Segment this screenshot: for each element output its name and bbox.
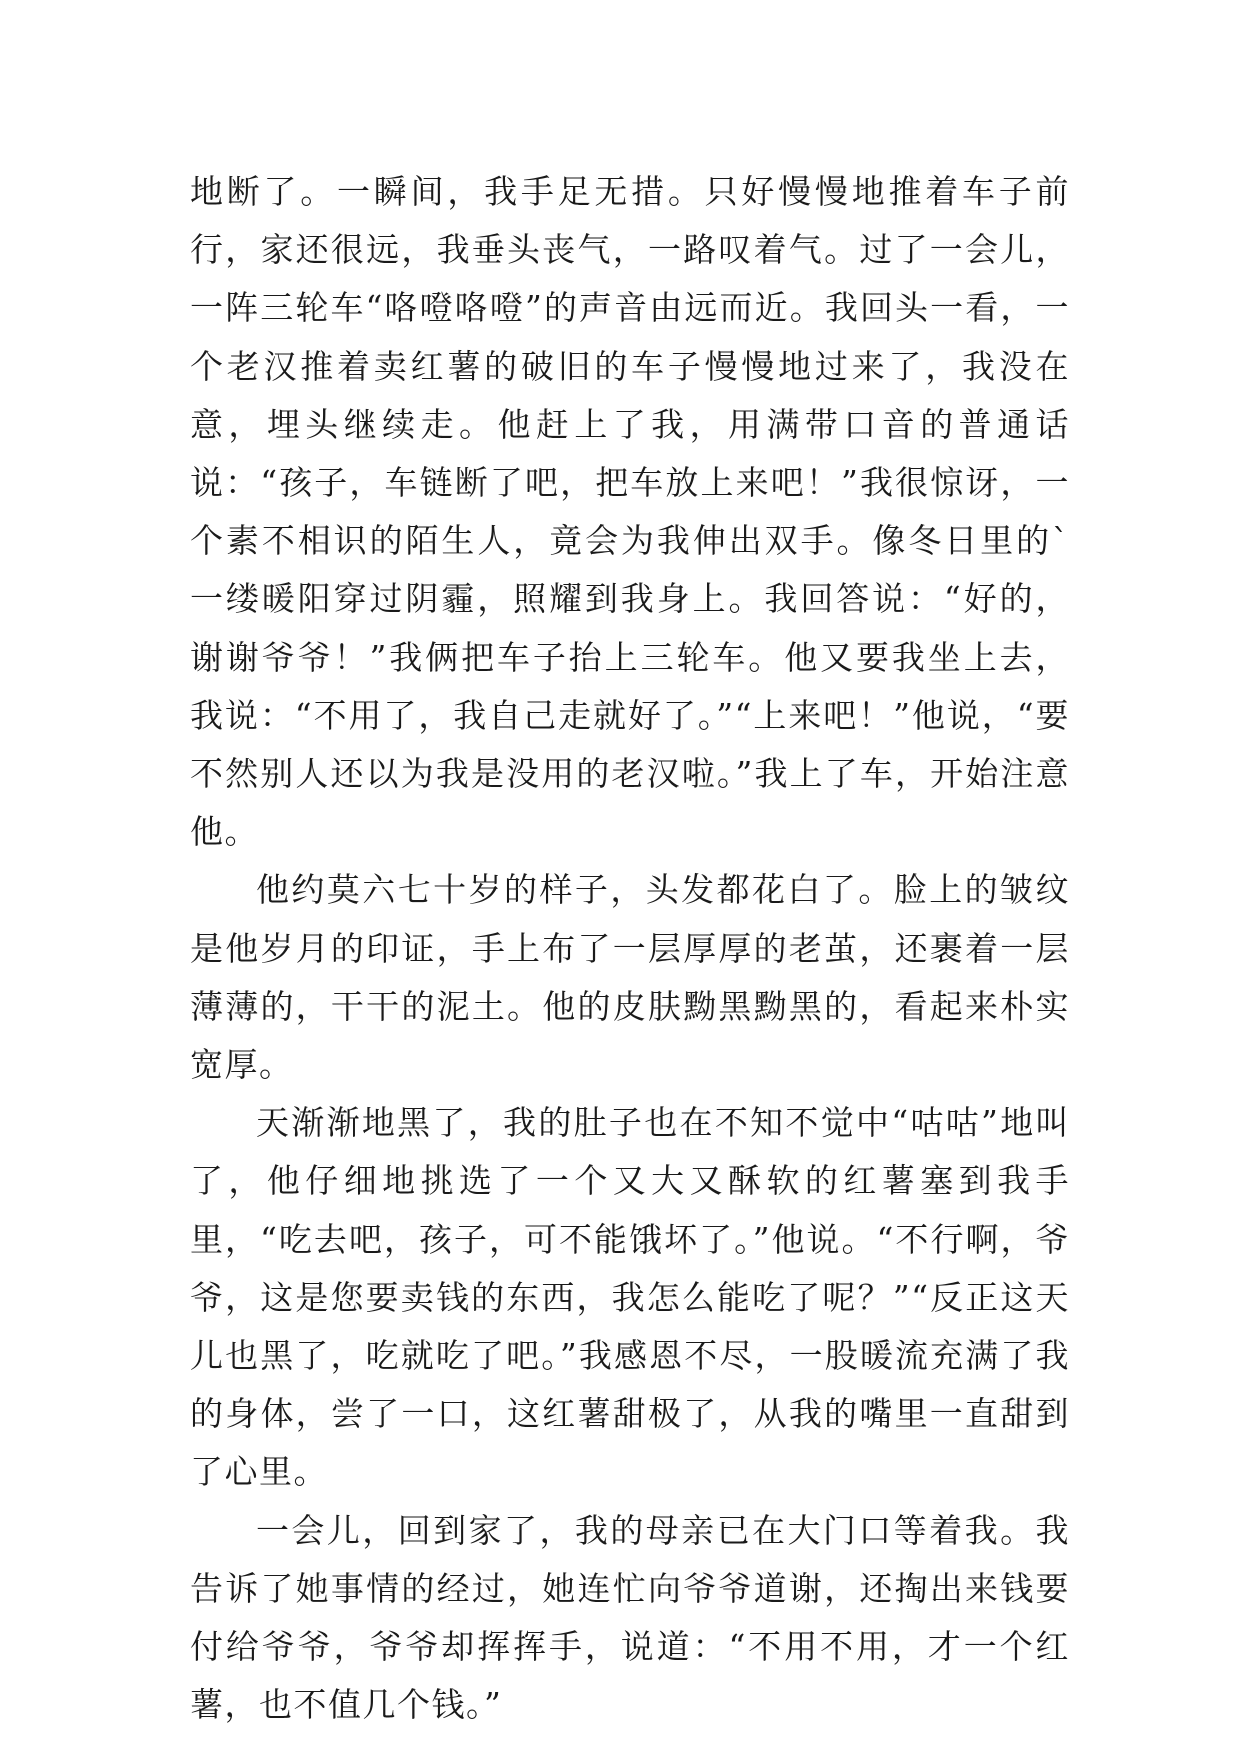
paragraph-2: 他约莫六七十岁的样子，头发都花白了。脸上的皱纹是他岁月的印证，手上布了一层厚厚的老茧，还裹着一层薄薄的，干干的泥土。他的皮肤黝黑黝黑的，看起来朴实宽厚。: [190, 870, 1070, 1085]
paragraph-4: 一会儿，回到家了，我的母亲已在大门口等着我。我告诉了她事情的经过，她连忙向爷爷道谢，还掏出来钱要付给爷爷，爷爷却挥挥手，说道：“不用不用，才一个红薯，也不值几个钱。”: [190, 1510, 1070, 1725]
paragraph-1: 地断了。一瞬间，我手足无措。只好慢慢地推着车子前行，家还很远，我垂头丧气，一路叹着气。过了一会儿，一阵三轮车“咯噔咯噔”的声音由远而近。我回头一看，一个老汉推着卖红薯的破旧的车子慢慢地过来了，我没在意，埋头继续走。他赶上了我，用满带口音的普通话说：“孩子，车链断了吧，把车放上来吧！”我很惊讶，一个素不相识的陌生人，竟会为我伸出双手。像冬日里的`一缕暖阳穿过阴霾，照耀到我身上。我回答说：“好的，谢谢爷爷！”我俩把车子抬上三轮车。他又要我坐上去，我说：“不用了，我自己走就好了。”“上来吧！”他说，“要不然别人还以为我是没用的老汉啦。”我上了车，开始注意他。: [190, 172, 1070, 852]
document-body: [190, 163, 1070, 1734]
paragraph-3: 天渐渐地黑了，我的肚子也在不知不觉中“咕咕”地叫了，他仔细地挑选了一个又大又酥软的红薯塞到我手里，“吃去吧，孩子，可不能饿坏了。”他说。“不行啊，爷爷，这是您要卖钱的东西，我怎么能吃了呢？”“反正这天儿也黑了，吃就吃了吧。”我感恩不尽，一股暖流充满了我的身体，尝了一口，这红薯甜极了，从我的嘴里一直甜到了心里。: [190, 1103, 1070, 1492]
